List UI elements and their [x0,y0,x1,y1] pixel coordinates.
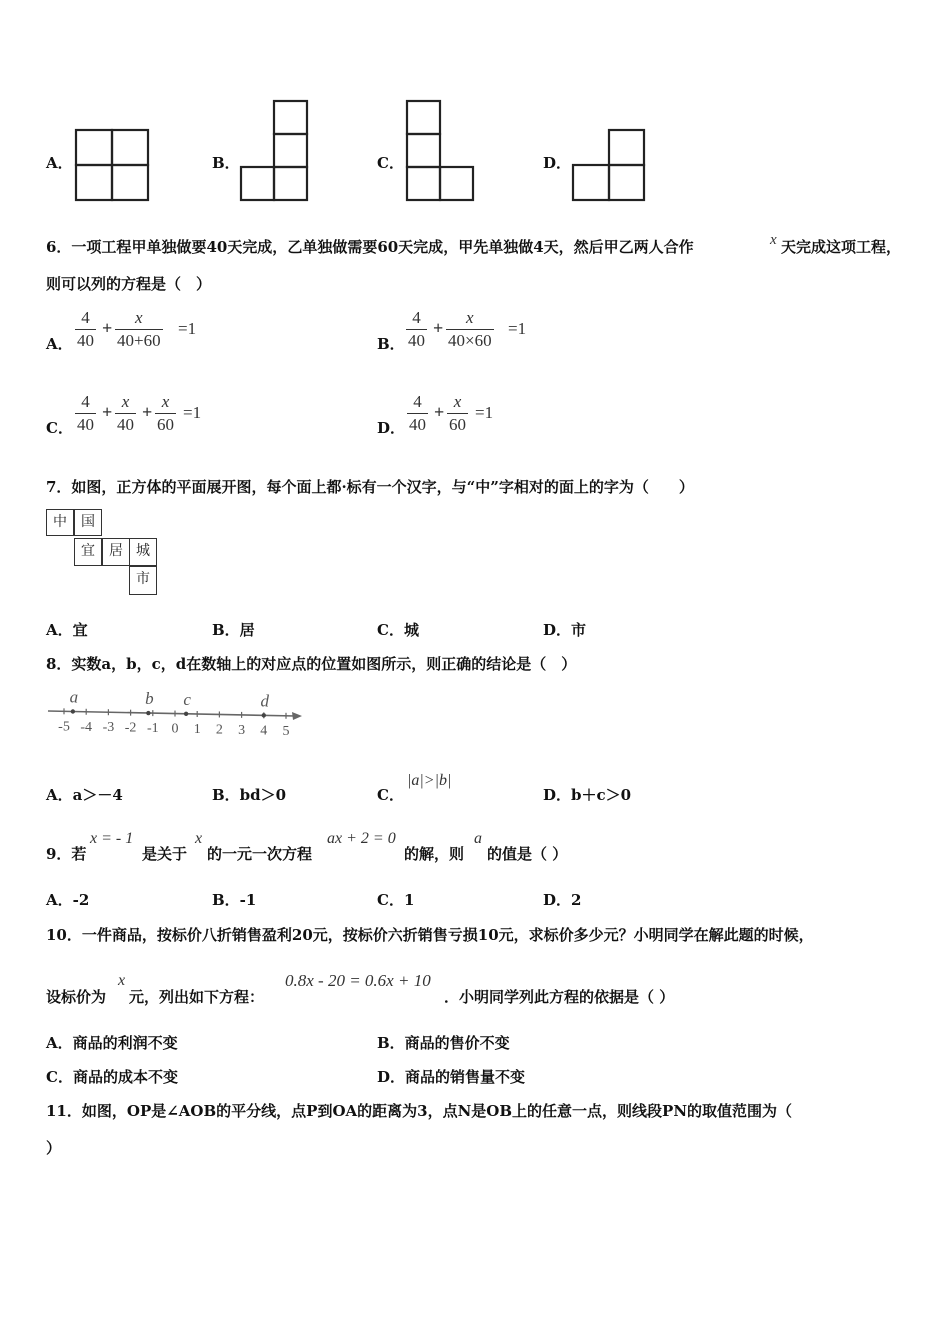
number-line-tick-label: -4 [80,719,93,735]
number-line-tick-label: 2 [215,722,223,738]
q6-c-frac1: 4 40 [77,392,94,434]
q9-part5: 的值是（ ） [487,845,568,863]
q9-math3: ax + 2 = 0 [327,830,396,847]
q5-option-c-label: C． [377,154,404,172]
q8-option-c-label: C． [377,786,404,804]
q6-c-frac2: x 40 [117,392,134,434]
number-line-point-b [146,711,150,715]
q5-option-b-label: B． [212,154,240,172]
number-line-point-label-a: a [69,687,79,707]
q9-part4: 的解，则 [404,845,465,863]
q9-part3: 的一元一次方程 [207,845,313,863]
q6-line1: 6．一项工程甲单独做要40天完成，乙单独做需要60天完成，甲先单独做4天，然后甲乙两人合作 [46,238,694,256]
q11-line1: 11．如图，OP是∠AOB的平分线，点P到OA的距离为3，点N是OB上的任意一点，则线段PN的取值范围为（ [46,1102,793,1120]
q6-d-plus: + [434,402,445,422]
number-line-tick-label: -5 [58,719,70,735]
q6-a-plus: + [102,318,113,338]
q6-line1b: 天完成这项工程， [781,238,902,256]
q9-math2: x [195,830,203,847]
q5-option-d-figure [571,128,647,203]
number-line-tick-label: -1 [146,721,159,737]
q10-part2: 元，列出如下方程： [129,988,265,1006]
number-line-tick-label: -2 [124,720,137,736]
q9-math4: a [474,830,482,847]
q6-b-frac1: 4 40 [408,308,425,350]
q7-option-c: C．城 [377,621,419,639]
number-line-tick-label: 5 [282,723,290,739]
q7-option-a: A．宜 [46,621,88,639]
net-cell-yi: 宜 [74,538,102,566]
q6-a-frac2: x 40+60 [117,308,161,350]
q10-equation: 0.8x - 20 = 0.6x + 10 [285,971,431,990]
q9-option-c: C．1 [377,891,415,909]
number-line [44,684,306,740]
q6-b-frac2: x 40×60 [448,308,492,350]
q10-part3: ．小明同学列此方程的依据是（ ） [444,988,675,1006]
q6-c-plus1: + [102,402,113,422]
q10-part1: 设标价为 [46,988,107,1006]
q6-option-b-label: B． [377,335,405,353]
q6-var-x: x [770,232,777,248]
q6-option-d-label: D． [377,419,406,437]
q6-c-plus2: + [142,402,153,422]
q5-option-c-figure [405,99,477,203]
q10-math-x: x [118,972,126,989]
q6-b-rhs: =1 [508,319,527,338]
q6-option-c-label: C． [46,419,73,437]
q11-line2: ） [46,1139,62,1157]
net-cell-cheng: 城 [129,538,157,566]
q8-option-d: D．b＋c＞0 [543,786,632,804]
number-line-point-label-b: b [145,689,154,709]
q6-a-frac1: 4 40 [77,308,94,350]
q10-option-a: A．商品的利润不变 [46,1034,178,1052]
q9-math1: x = - 1 [90,830,134,847]
q8-option-a: A．a＞－4 [46,786,123,804]
q6-a-rhs: =1 [178,319,197,338]
q8-option-c-math: |a|>|b| [407,772,452,789]
q9-option-a: A．-2 [46,891,90,909]
number-line-tick-label: 3 [238,722,246,738]
q10-option-d: D．商品的销售量不变 [377,1068,526,1086]
q6-option-a-label: A． [46,335,73,353]
q6-b-plus: + [433,318,444,338]
q8-option-b: B．bd＞0 [212,786,287,804]
number-line-axis [48,711,296,716]
q5-option-a-figure [74,128,150,202]
number-line-tick-label: -3 [102,720,115,736]
q10-option-c: C．商品的成本不变 [46,1068,178,1086]
number-line-tick-label: 4 [260,723,268,739]
net-cell-shi: 市 [129,566,157,595]
q5-option-d-label: D． [543,154,572,172]
q6-c-frac3: x 60 [157,392,174,434]
q6-d-frac1: 4 40 [409,392,426,434]
net-cell-guo: 国 [74,509,102,536]
q9-part2: 是关于 [142,845,188,863]
q7-text: 7．如图，正方体的平面展开图，每个面上都·标有一个汉字，与“中”字相对的面上的字为（ ） [46,478,694,496]
q10-line1: 10．一件商品，按标价八折销售盈利20元，按标价六折销售亏损10元，求标价多少元？小明同学在解此题的时候， [46,926,814,944]
number-line-point-d [262,713,266,717]
number-line-point-a [71,709,75,713]
net-cell-ju: 居 [102,538,130,566]
number-line-point-c [184,712,188,716]
q7-option-b: B．居 [212,621,255,639]
q5-option-a-label: A． [46,154,73,172]
net-cell-zhong: 中 [46,509,74,536]
number-line-tick-label: 0 [171,721,179,737]
q9-part1: 9．若 [46,845,87,863]
q7-option-d: D．市 [543,621,587,639]
number-line-point-label-c: c [183,689,191,709]
q6-d-rhs: =1 [475,403,494,422]
number-line-tick-label: 1 [193,722,201,738]
q5-option-b-figure [239,99,311,203]
q8-text: 8．实数a，b，c，d在数轴上的对应点的位置如图所示，则正确的结论是（ ） [46,655,577,673]
number-line-point-label-d: d [260,691,270,711]
q9-option-b: B．-1 [212,891,257,909]
q6-d-frac2: x 60 [449,392,466,434]
q6-line2: 则可以列的方程是（ ） [46,275,212,293]
q9-option-d: D．2 [543,891,582,909]
number-line-arrow-icon [292,712,302,720]
q10-option-b: B．商品的售价不变 [377,1034,510,1052]
q6-c-rhs: =1 [183,403,202,422]
